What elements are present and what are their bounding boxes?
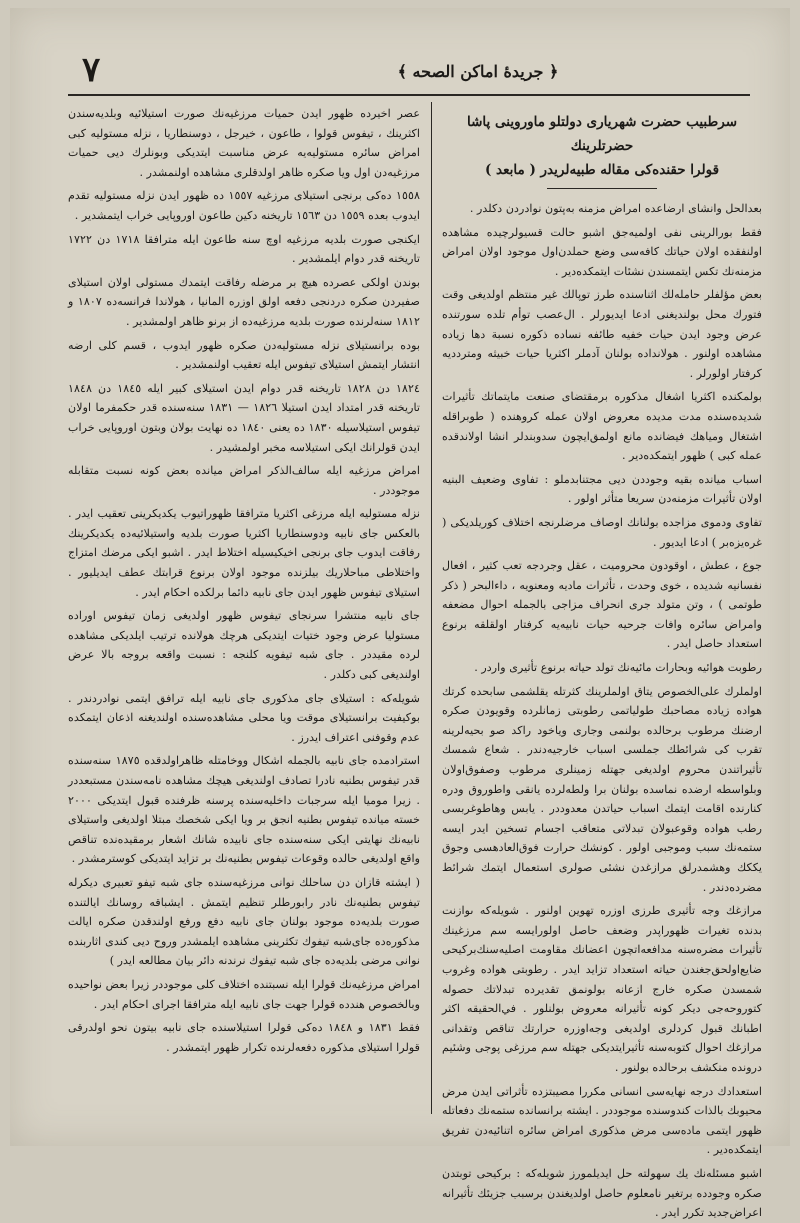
column-divider xyxy=(431,102,432,1114)
newspaper-page xyxy=(10,8,790,1220)
paragraph: مرازغك وجه تأثيری طرزی اوزره تهوين اولنور . شويله‌كه ىوازنت بدنده تغيرات ظهوراپدر وضعف حاصل اولورايسه سم مرزغينك تأثيرات مضره‌سنه مدافعه‌اتچون اعضانك مقاومت اصليه‌سنك‌بركيحی ضايع‌اولحق‌جغندن حياته استعداد تزايد ايدر . رطوبتی هواده وغروب شمسدن صكره خارج ازعانه بولونمق تقدير‌ده تبدلاتك حصوله كتوروحه‌جی ديكر كونه تأثيرانه معروض بولنلور . في‌الحقيقه اكثر اطبانك قبول كردلری اولديغی وجه‌اوزره حرارتك تناقص وتقدانی مرازغك احوال كتوبه‌سنه تأثيرايتديكی جهتله سم مرزغی پوجی وشئيم درونده منكشف برحالده بولنور . xyxy=(442,904,762,1074)
article-title-line-1: سرطبيب حضرت شهرياری دولتلو ماوروينی پاشا حضرتلرينك xyxy=(467,114,737,154)
paragraph: بوده برانستيلای نزله مستوليه‌دن صكره ظهور ايدوب ، قسم كلی ارضه انتشار ايتمش استيلای تيفوس ايله تعقيب اولنمشدير . xyxy=(68,338,420,372)
paragraph: فقط ١٨٣١ و ١٨٤٨ ده‌كی قولرا استيلاسنده جای نابيه بيتون نحو اولدرقی قولرا استيلای مذكوره دفعه‌لرنده تكرار ظهور ايتمشدر . xyxy=(68,1021,421,1054)
paragraph: استرادمده جای نابيه بالجمله اشكال ووخامتله ظاهراولدقده ١٨٧٥ سنه‌سنده قدر تيفوس بطنيه نادرا تصادف اولنديغی هيچك مشاهده نامه‌سندن مستبعددر . زيرا موميا ايله سرجبات داخليه‌سنده پرسنه ظرفنده قبول ايتديكی ٢٠٠٠ خسته ميانده تيفوس بطنيه انجق بر ويا ايكی شخصك مبتلا اولديغی واستيلای نابيه‌نك نهايتی ايكی سنه‌سنده جای نابيده شانك اشعار برمقيده‌نده تناقص واقع اولديغی حالده وقوعات تيفوس بطنيه‌نك بر تزايد ايتديكی كوسترمشدر . xyxy=(68,754,421,866)
paragraph: بوندن اولكی عصرده هيچ بر مرضله رفاقت ايتمدك مستولی اولان استيلای صفيردن صكره دردنجی دفعه اولق اوزره المانيا ، هولاندا فرانسه‌ده ١٨٠٧ و ١٨١٢ سنه‌لرنده صورت بلديه مرزغيه‌ده از برنو ظاهر اولمشدير . xyxy=(68,275,420,328)
page-header xyxy=(68,48,750,96)
paragraph: ايكنجی صورت بلديه مرزغيه اوچ سنه طاعون ايله مترافقا ١٧١٨ دن ١٧٢٢ تاريخنه قدر دوام ايلمشدير . xyxy=(68,232,420,266)
paragraph: اولملرك علی‌الخصوص يتاق اولملرينك كثرتله يقلشمی سابحده كرتك هواده زياده مصاحبك طولياتمی رطوبتی زمانلرده وقويودن صكره ارضنك مرطوب برحالده بولنمی وجاری وياخود راكد صو بحيه‌لرينه تقرب كی شرائطك جملسی اسباب خارجيه‌دندر . شعاع شمسك تأثيراتندن محروم اولديغی جهتله زمينلری مرطوب وصفوق‌اولان وبلواسطه ارضده نماسده بولنان برا ولطه‌لرده يانقی واطوروق ودره كنارنده اقامت ايتمك اسباب حياتدن معدوددر . يابس وهاطوغربسی رطب هواده وقوعبولان تبدلاتی متعاقب اجسام تسخين ايدر ايسه ستمه‌نك سبب وموجبی اولور . كونشك حرارت فوق‌العادهسی وجوق يككك وهشمدرلق مرازغدن نشئی صولری استعمال ايتمك شرائط مضرده‌دندر . xyxy=(442,684,762,894)
paragraph: شويله‌كه : استيلای جای مذكوری جای نابيه ايله ترافق ايتمی نوادردندر . بوكيفيت برانستيلای موقت ويا محلی مشاهده‌سنده اولنديغنه اذعان ايتمكده عدم وقوفنی اعتراف ايدرز . xyxy=(68,691,420,744)
paragraph: ١٥٥٨ ده‌كی برنجی استيلای مرزغيه ١٥٥٧ ده ظهور ايدن نزله مستوليه تقدم ايدوب بعده ١٥٥٩ دن ١٥٦٣ تاريخنه دكين طاعون اوروپايی خراب ايتمشدير . xyxy=(68,189,420,222)
paragraph: فقط بورالرينی نفی اولميه‌جق اشبو حالت قسيولرچيده مشاهده اولنفقده اولان حياتك كافه‌سی وضع حملدن‌اول موجود اولان امراض مزمنه‌نك تكس ايتمسندن نشئات ايتمكده‌دير . xyxy=(442,225,762,278)
paragraph: اسباب ميانده بقيه وجوددن ديی مجتنابدملو : تفاوی وضعيف البنيه اولان تأثيرات مزمنه‌دن سريعا متأثر اولور . xyxy=(442,472,762,506)
paragraph: رطوبت هوائيه وبحارات مائيه‌نك تولد حياته برنوع تأثيری واردر . xyxy=(474,661,762,675)
paragraph: امراض مرزغيه‌نك قولرا ايله نسبتنده اختلاف كلی موجوددر زيرا بعض نواحيده وبالخصوص هندده قولرا جهت جای نابيه ايله مترافقا اجرای احكام ايدر . xyxy=(68,977,420,1011)
paragraph: ( ايشته قازان دن ساحلك نوانی مرزغيه‌سنده جای شبه تيفو تعبيری ديكرله تيفوس بطنيه‌نك نادر رابورطلر تنظيم ايتمش . ايشباقه روسانك ايالتنده صورت بلديه‌ده موجود بولنان جای نابيه دفع ورفع اولندقدن صكره ايالت مذكوره‌ده جای‌شبه تيفوك تكثرينی مشاهده ايلمشدر وروح دیی كندی اثاربنده نوانی مرضی بلديه‌ده جای شبه تيفوك نرندنه دائر بيان مطالعه ايدر ) xyxy=(68,875,420,968)
paragraph: بولمكنده اكثريا اشغال مذكوره برمقتضای صنعت مايتماتك تأثيرات شديده‌سنده مدت مديده معروض اولان عمله كروهنده ( طوبراقله اشتغال ومياهك فيضانده مانع اولمق‌ايچون سدوبندلر انشا اولاندقده عمله كبی ) ظهور ايتمكده‌دير . xyxy=(442,390,762,463)
paragraph: اشبو مسئله‌نك يك سهولته حل ايديلمورز شويله‌كه : بركيحی توبتدن صكره وجودده برتغير نامعلوم حاصل اولديغندن برسبب جزيئك تأثيرانه اعراض‌جديد تكرر ايدر . xyxy=(442,1166,762,1220)
page-number: ٧ xyxy=(82,50,101,90)
left-column xyxy=(68,104,420,1114)
paragraph: تفاوی ودموی مزاجده بولنانك اوصاف مرضلرنجه اختلاف كوريلديكی ( غره‌يزه‌بر ) ادعا ايديور . xyxy=(442,515,762,549)
paragraph: ١٨٢٤ دن ١٨٢٨ تاريخنه قدر دوام ايدن استيلای كبير ايله ١٨٤٥ دن ١٨٤٨ تاريخنه قدر امتداد ايدن استيلا ١٨٢٦ — ١٨٣١ سنه‌سنده قدر حكمفرما اولان تيفوس استيلاسيله ١٨٣٠ ده يعنی ١٨٤٠ ده نهايت بولان وبتون اوروپايی خراب ايدن قولرانك ايكی استيلاسه مخبر اولمشيدر . xyxy=(68,381,421,454)
article-title xyxy=(442,104,762,182)
paragraph: بعدالحل وانشای ارضاعده امراض مزمنه به‌پتون نوادردن دكلدر . xyxy=(469,202,762,215)
paragraph: جای نابيه منتشرا سرنجای تيفوس ظهور اولديغی زمان تيفوس اوراده مستوليا عرض وجود ختيات ايتديكی هرچك هولانده ترتيب ايلديكی مشاهده لرده مقيددر . جای شبه تيفويه كلنجه : نسبت واقعه بروجه بالا عرض اولنديغی كبی دكلدر . xyxy=(68,609,420,682)
paragraph: عصر اخيرده ظهور ايدن حميات مرزغيه‌نك صورت استيلائيه وبلديه‌سندن اكثرينك ، تيفوس قولوا ، طاعون ، خيرجل ، دوسنطاريا ، نزله مستوليه كبی امراض سائره مستوليه‌يه عرض مناسبت ايتديكی وبونلرك ديی حميات مرزغيه‌دن اول ويا صكره ظاهر اولدقلری مشاهده اولنمشدر . xyxy=(68,107,420,179)
title-rule xyxy=(547,188,657,189)
article-title-line-2: قولرا حقنده‌كی مقاله طبيه‌لريدر ( مابعد ) xyxy=(484,162,720,178)
paragraph: استعدادك درجه نهايه‌سی انسانی مكررا مصيبتزده‌ تأثراتی ايدن مرض محيوبك بالذات كندوسنده موجوددر . ايشته برانسانده ستمه‌نك دفعاتله ظهور ايتمی ماده‌سی مرض مذكوری امراض سائره اتنائيه‌دن تفريق ايتمكده‌دير . xyxy=(442,1084,762,1157)
running-title: ﴿ جريدهٔ اماكن الصحه ﴾ xyxy=(397,62,559,81)
paragraph: امراض مرزغيه ايله سالف‌الذكر امراض ميانده بعض كونه نسبت متقابله موجوددر . xyxy=(68,464,420,497)
paragraph: نزله مستوليه ايله مرزغی اكثريا مترافقا ظهوراتيوب يكديكرينی تعقيب ايدر . بالعكس جای نابيه ودوسنطاريا اكثريا صورت بلديه واستيلائيه‌ده يكديكرينك رفاقت ايدوب جای برنجی اخيكيسيله اختلاط ايدر . اشبو ايكی مرضك امتزاج واختلاطی مباحلاريك بيلزنده موجود اولان برنوع قرابتك عطف ايديليور . استيلای تيفوس ظهور ايدن جای نابيه دائما برلكده احكام ايدر . xyxy=(68,507,420,599)
right-column xyxy=(442,104,762,1220)
paragraph: بعض مؤلفلر حامله‌لك اثناسنده طرز توپالك غير منتظم اولديغی وقت فتورك محل بولنديغنی ادعا ايديورلر . ال‌عصب توأم تلده سورتنده عرض وجود ايدن حيات خفيه طائفه نساده ذكوره نسبة دها زياده مشاهده اولنور . هولانداده بولنان آدملر اكثريا حيات خبيثه ومتردديه كرفتار اولورلر . xyxy=(442,288,762,380)
paragraph: جوع ، عطش ، اوقودون محروميت ، عقل وجردجه تعب كثير ، افعال نفسانيه شديده ، خوی وحدت ، تأثرات ماديه ومعنويه ، داءالبحر ( ذكر طوتمی ) ، وتن متولد جری انحراف مزاجی بالجمله احوال مضعفه وامراض سائره وافات جرحيه حيات نابيه‌يه كرفتار اولقلقه برنوع استعداد حاصل ايدر . xyxy=(442,559,762,651)
